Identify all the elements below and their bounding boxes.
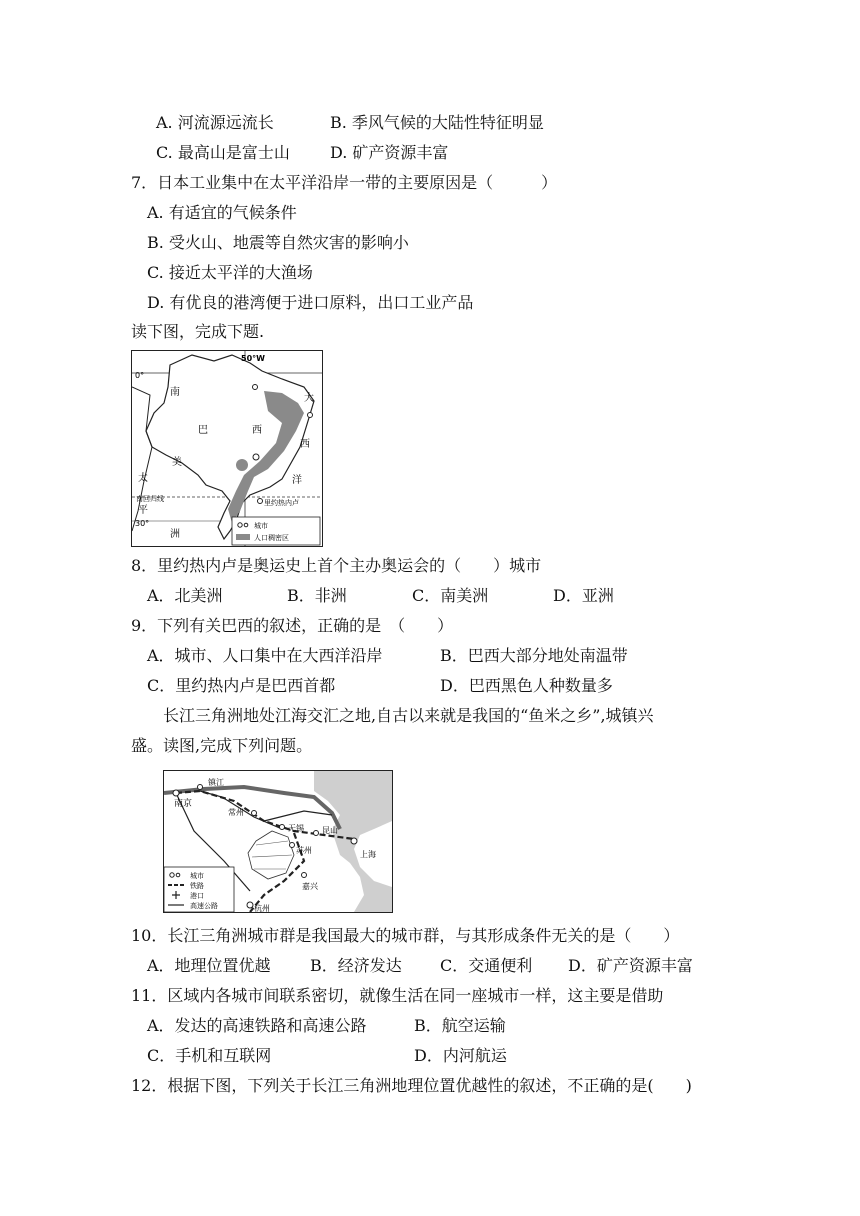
q7-option-a: A. 有适宜的气候条件 [147, 203, 297, 222]
q9-stem: 9．下列有关巴西的叙述，正确的是 （ ） [131, 616, 454, 635]
q9-option-a: A．城市、人口集中在大西洋沿岸 [147, 646, 383, 665]
map-char-yang-east: 洋 [292, 475, 302, 486]
map-char-tai-west: 太 [138, 473, 148, 484]
q7-option-b: B. 受火山、地震等自然灾害的影响小 [147, 233, 409, 252]
q12-stem: 12．根据下图，下列关于长江三角洲地理位置优越性的叙述，不正确的是( ) [131, 1076, 692, 1095]
q6-option-a: A. 河流源远流长 [156, 113, 274, 132]
q8-option-b: B．非洲 [287, 586, 347, 605]
map-char-ping-west: 平 [138, 505, 148, 516]
q9-option-b: B．巴西大部分地处南温带 [440, 646, 628, 665]
q11-option-c: C．手机和互联网 [147, 1046, 272, 1065]
city-icon [238, 523, 242, 527]
map-char-xi: 西 [252, 425, 262, 436]
yrd-legend-rail: 铁路 [190, 882, 204, 890]
yrd-legend-highway: 高速公路 [190, 902, 218, 910]
q8-option-a: A．北美洲 [147, 586, 223, 605]
yrd-map [163, 770, 393, 913]
q8-option-c: C．南美洲 [412, 586, 489, 605]
q10-option-b: B．经济发达 [310, 956, 402, 975]
map-char-da: 大 [304, 393, 314, 404]
yrd-legend-city: 城市 [190, 872, 204, 880]
q6-option-b: B. 季风气候的大陆性特征明显 [330, 113, 544, 132]
yrd-intro-line1: 长江三角洲地处江海交汇之地,自古以来就是我国的“鱼米之乡”,城镇兴 [163, 706, 654, 725]
q11-stem: 11．区域内各城市间联系密切，就像生活在同一座城市一样，这主要是借助 [131, 986, 664, 1005]
q10-option-c: C．交通便利 [440, 956, 533, 975]
q10-option-d: D．矿产资源丰富 [568, 956, 693, 975]
q8-stem: 8．里约热内卢是奥运史上首个主办奥运会的（ ）城市 [131, 556, 542, 575]
q6-option-c: C. 最高山是富士山 [156, 143, 290, 162]
q10-option-a: A．地理位置优越 [147, 956, 271, 975]
jiaxing-label: 嘉兴 [302, 882, 318, 891]
q7-option-d: D. 有优良的港湾便于进口原料，出口工业产品 [147, 293, 474, 312]
suzhou-label: 苏州 [296, 846, 312, 855]
q9-option-d: D．巴西黑色人种数量多 [440, 676, 613, 695]
brazil-intro: 读下图，完成下题. [131, 322, 265, 341]
nanjing-label: 南京 [174, 799, 193, 809]
hangzhou-label: 杭州 [254, 904, 270, 912]
map-char-mei: 美 [172, 457, 182, 468]
legend-city-label: 城市 [254, 522, 268, 530]
tropic-label: 南回归线 [136, 495, 164, 503]
q11-option-a: A．发达的高速铁路和高速公路 [147, 1016, 367, 1035]
map-char-nan: 南 [170, 387, 180, 398]
longitude-label: 50°W [241, 354, 265, 363]
wuxi-label: 无锡 [288, 824, 304, 833]
q9-option-c: C．里约热内卢是巴西首都 [147, 676, 336, 695]
q10-stem: 10．长江三角洲城市群是我国最大的城市群，与其形成条件无关的是（ ） [131, 926, 680, 945]
legend-pop-label: 人口稠密区 [254, 534, 289, 542]
yrd-legend-port: 港口 [190, 892, 204, 900]
rio-label: 里约热内卢 [264, 499, 299, 507]
city-icon [170, 873, 174, 877]
map-char-xi-east: 西 [300, 439, 310, 450]
q6-option-d: D. 矿产资源丰富 [330, 143, 449, 162]
shanghai-label: 上海 [360, 850, 376, 859]
yrd-intro-line2: 盛。读图,完成下列问题。 [131, 736, 313, 755]
q11-option-b: B．航空运输 [414, 1016, 506, 1035]
q7-option-c: C. 接近太平洋的大渔场 [147, 263, 313, 282]
zhenjiang-label: 镇江 [208, 778, 224, 787]
nanjing-marker [173, 790, 179, 796]
equator-label: 0° [135, 371, 145, 380]
changzhou-label: 常州 [228, 808, 244, 817]
map-char-zhou: 洲 [170, 529, 180, 540]
kunshan-label: 昆山 [322, 826, 338, 835]
lat-30-label: 30° [135, 519, 150, 528]
population-swatch-icon [236, 534, 250, 540]
map-char-ba: 巴 [198, 425, 208, 436]
brazil-map [131, 350, 323, 547]
q8-option-d: D．亚洲 [553, 586, 614, 605]
q11-option-d: D．内河航运 [414, 1046, 507, 1065]
q7-stem: 7．日本工业集中在太平洋沿岸一带的主要原因是（ ） [131, 173, 558, 192]
